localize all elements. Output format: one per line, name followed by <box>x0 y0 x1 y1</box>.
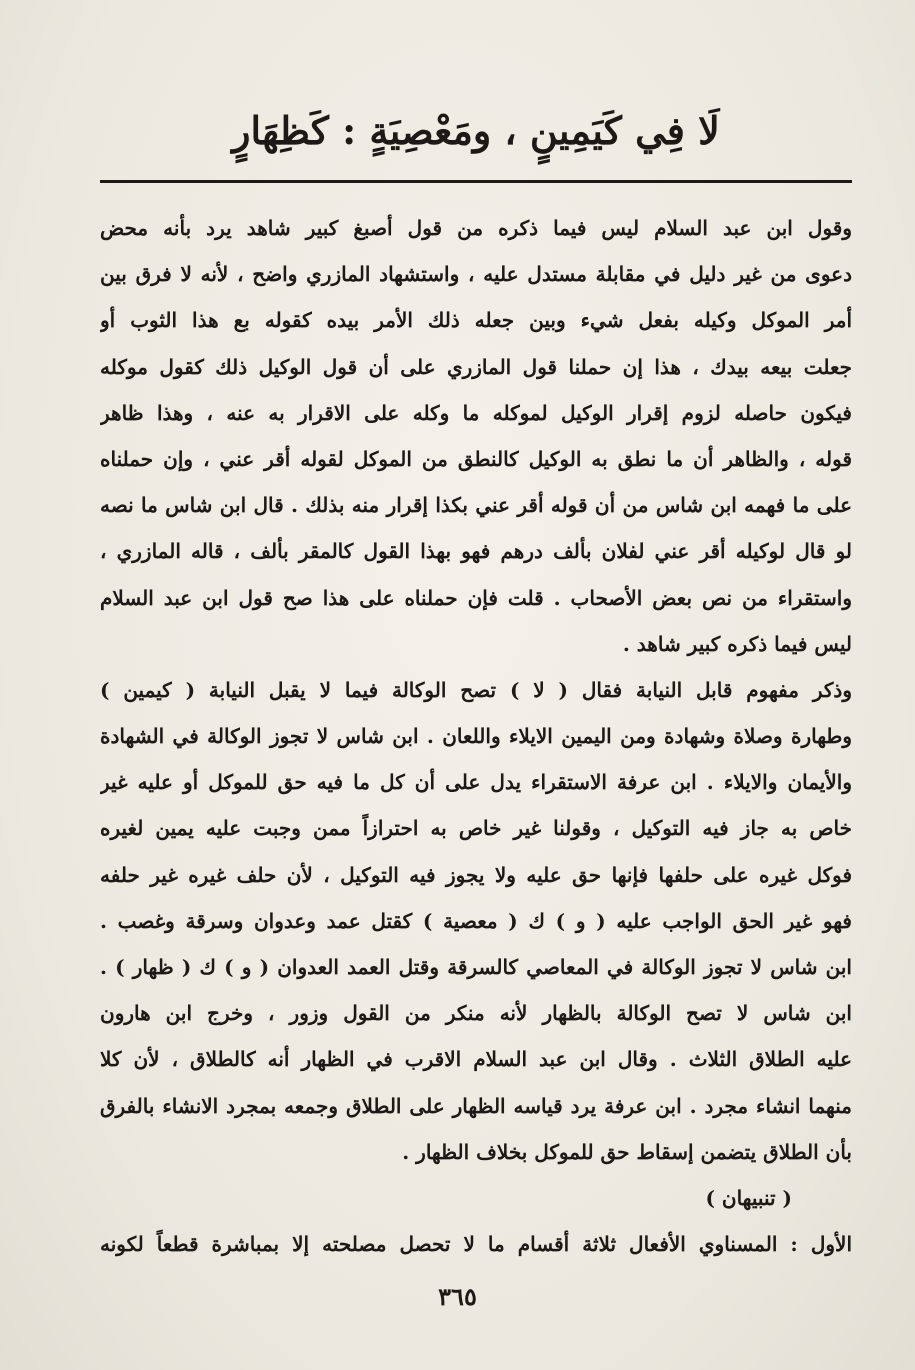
text-line: ابن شاس لا تجوز الوكالة في المعاصي كالسرقة وقتل العمد العدوان ( و ) ك ( ظهار ) . <box>100 955 852 979</box>
text-line: والأيمان والايلاء . ابن عرفة الاستقراء يدل على أن كل ما فيه حق للموكل أو عليه غير <box>100 770 852 795</box>
page-number: ٣٦٥ <box>438 1282 477 1311</box>
text-line: عليه الطلاق الثلاث . وقال ابن عبد السلام الاقرب في الظهار أنه كالطلاق ، لأن كلا <box>100 1047 852 1072</box>
text-line: لو قال لوكيله أقر عني لفلان بألف درهم فهو بهذا القول كالمقر بألف ، قاله المازري ، <box>100 539 852 564</box>
text-line: واستقراء من نص بعض الأصحاب . قلت فإن حملناه على هذا صح قول ابن عبد السلام <box>100 585 852 610</box>
text-line: فهو غير الحق الواجب عليه ( و ) ك ( معصية ) كقتل عمد وعدوان وسرقة وغصب . <box>100 908 852 933</box>
text-line: بأن الطلاق يتضمن إسقاط حق للموكل بخلاف الظهار . <box>402 1139 852 1164</box>
text-line: وطهارة وصلاة وشهادة ومن اليمين الايلاء واللعان . ابن شاس لا تجوز الوكالة في الشهادة <box>100 724 852 749</box>
section-heading: ( تنبيهان ) <box>705 1185 792 1210</box>
text-line: منهما انشاء مجرد . ابن عرفة يرد قياسه الظهار على الطلاق وجمعه بمجرد الانشاء بالفرق <box>100 1093 852 1118</box>
running-header: لَا فِي كَيَمِينٍ ، ومَعْصِيَةٍ : كَظِهَارٍ <box>232 108 720 153</box>
text-line: ليس فيما ذكره كبير شاهد . <box>622 631 852 656</box>
text-line: قوله ، والظاهر أن ما نطق به الوكيل كالنطق من الموكل لقوله أقر عني ، وإن حملناه <box>100 446 852 471</box>
header-rule <box>100 180 852 183</box>
text-line: وقول ابن عبد السلام ليس فيما ذكره من قول أصبغ كبير شاهد يرد بأنه محض <box>100 216 852 240</box>
text-line: ابن شاس لا تصح الوكالة بالظهار لأنه منكر من القول وزور ، وخرج ابن هارون <box>100 1001 852 1026</box>
text-line: فوكل غيره على حلفها فإنها حق عليه ولا يجوز فيه التوكيل ، لأن حلف غيره غير حلفه <box>100 862 852 887</box>
text-line: جعلت بيعه بيدك ، هذا إن حملنا قول المازري على أن قول الوكيل ذلك كقول موكله <box>100 354 852 379</box>
text-line: وذكر مفهوم قابل النيابة فقال ( لا ) تصح الوكالة فيما لا يقبل النيابة ( كيمين ) <box>100 677 852 702</box>
text-line: على ما فهمه ابن شاس من أن قوله أقر عني بكذا إقرار منه بذلك . قال ابن شاس ما نصه <box>100 493 852 518</box>
body-text <box>100 205 852 1267</box>
text-line: فيكون حاصله لزوم إقرار الوكيل لموكله ما وكله على الاقرار به عنه ، وهذا ظاهر <box>100 400 852 425</box>
text-line: دعوى من غير دليل في مقابلة مستدل عليه ، واستشهاد المازري واضح ، لأنه لا فرق بين <box>100 262 852 287</box>
text-line: الأول : المسناوي الأفعال ثلاثة أقسام ما لا تحصل مصلحته إلا بمباشرة قطعاً لكونه <box>100 1232 852 1257</box>
text-line: أمر الموكل وكيله بفعل شيء وبين جعله ذلك الأمر بيده كقوله بع هذا الثوب أو <box>100 308 852 333</box>
text-line: خاص به جاز فيه التوكيل ، وقولنا غير خاص به احترازاً ممن وجبت عليه يمين لغيره <box>100 816 852 841</box>
